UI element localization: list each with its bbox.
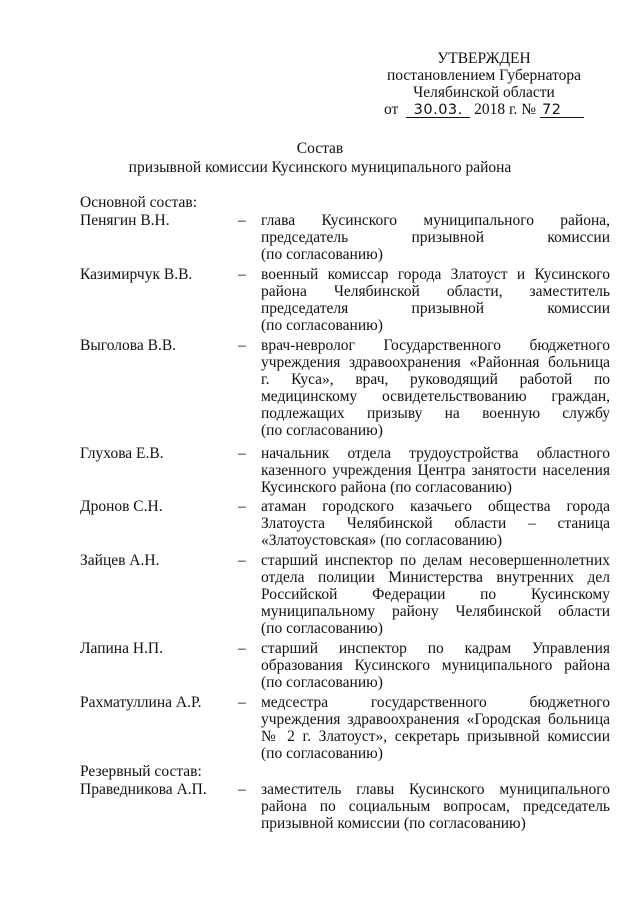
member-name: Рахматуллина А.Р. xyxy=(80,694,202,711)
member-position xyxy=(261,212,610,263)
member-name: Зайцев А.Н. xyxy=(80,552,160,569)
member-name: Пенягин В.Н. xyxy=(80,212,170,229)
member-position-line: муниципальному району Челябинской области xyxy=(261,603,610,620)
member-position-line: (по согласованию) xyxy=(261,246,383,263)
member-position-line: глава Кусинского муниципального района, xyxy=(261,212,610,229)
member-position-line: казенного учреждения Центра занятости населения xyxy=(261,462,610,479)
approval-date-line xyxy=(384,101,584,118)
member-position-line: Златоуста Челябинской области – станица xyxy=(261,515,610,532)
member-position-line: начальник отдела трудоустройства областного xyxy=(261,445,610,462)
member-dash: – xyxy=(238,640,246,657)
member-dash: – xyxy=(238,781,246,798)
year-text: 2018 г. № xyxy=(474,101,537,118)
document-subtitle: призывной комиссии Кусинского муниципального района xyxy=(128,159,512,176)
member-position-line: отдела полиции Министерства внутренних дел xyxy=(261,569,610,586)
member-position xyxy=(261,337,610,439)
member-position-line: (по согласованию) xyxy=(261,620,383,637)
main-section-label: Основной состав: xyxy=(80,194,198,211)
date-prefix: от xyxy=(384,101,399,118)
member-position-line: «Златоустовская» (по согласованию) xyxy=(261,532,503,549)
member-position-line: атаман городского казачьего общества города xyxy=(261,498,610,515)
member-position-line: заместитель главы Кусинского муниципального xyxy=(261,781,610,798)
member-position-line: подлежащих призыву на военную службу xyxy=(261,405,610,422)
member-position xyxy=(261,781,610,832)
member-name: Выголова В.В. xyxy=(80,337,177,354)
member-position-line: образования Кусинского муниципального района xyxy=(261,657,610,674)
member-name: Праведникова А.П. xyxy=(80,781,207,798)
member-position-line: председатель призывной комиссии xyxy=(261,229,610,246)
member-position-line: старший инспектор по кадрам Управления xyxy=(261,640,610,657)
member-position-line: Кусинского района (по согласованию) xyxy=(261,479,512,496)
member-position-line: учреждения здравоохранения «Городская больница xyxy=(261,711,610,728)
member-dash: – xyxy=(238,266,246,283)
member-name: Дронов С.Н. xyxy=(80,498,163,515)
date-value: 30.03. xyxy=(406,103,470,118)
member-position-line: старший инспектор по делам несовершеннолетних xyxy=(261,552,610,569)
member-dash: – xyxy=(238,212,246,229)
member-name: Казимирчук В.В. xyxy=(80,266,193,283)
member-position-line: медсестра государственного бюджетного xyxy=(261,694,610,711)
member-position xyxy=(261,445,610,496)
approval-line-2: Челябинской области xyxy=(413,84,555,101)
approval-line-1: постановлением Губернатора xyxy=(386,67,582,84)
member-position xyxy=(261,694,610,762)
member-position-line: (по согласованию) xyxy=(261,317,383,334)
member-position-line: военный комиссар города Златоуст и Кусинского xyxy=(261,266,610,283)
member-position-line: учреждения здравоохранения «Районная больница xyxy=(261,354,610,371)
member-dash: – xyxy=(238,498,246,515)
member-position-line: призывной комиссии (по согласованию) xyxy=(261,815,526,832)
member-dash: – xyxy=(238,445,246,462)
member-position xyxy=(261,552,610,637)
member-position-line: медицинскому освидетельствованию граждан, xyxy=(261,388,610,405)
member-position-line: Российской Федерации по Кусинскому xyxy=(261,586,610,603)
member-position-line: района по социальным вопросам, председатель xyxy=(261,798,610,815)
member-position-line: г. Куса», врач, руководящий работой по xyxy=(261,371,610,388)
member-position-line: врач-невролог Государственного бюджетного xyxy=(261,337,610,354)
member-dash: – xyxy=(238,694,246,711)
member-position-line: (по согласованию) xyxy=(261,745,383,762)
member-position-line: № 2 г. Златоуст», секретарь призывной комиссии xyxy=(261,728,610,745)
member-position-line: (по согласованию) xyxy=(261,422,383,439)
member-position xyxy=(261,640,610,691)
decree-number: 72 xyxy=(540,103,584,118)
member-position-line: района Челябинской области, заместитель xyxy=(261,283,610,300)
member-position-line: председателя призывной комиссии xyxy=(261,300,610,317)
reserve-section-label: Резервный состав: xyxy=(80,763,202,780)
member-name: Глухова Е.В. xyxy=(80,445,164,462)
member-position xyxy=(261,498,610,549)
member-position-line: (по согласованию) xyxy=(261,674,383,691)
member-name: Лапина Н.П. xyxy=(80,640,163,657)
member-dash: – xyxy=(238,552,246,569)
approval-block xyxy=(384,50,584,118)
approval-heading: УТВЕРЖДЕН xyxy=(437,50,531,67)
member-dash: – xyxy=(238,337,246,354)
document-title: Состав xyxy=(296,140,344,157)
member-position xyxy=(261,266,610,334)
